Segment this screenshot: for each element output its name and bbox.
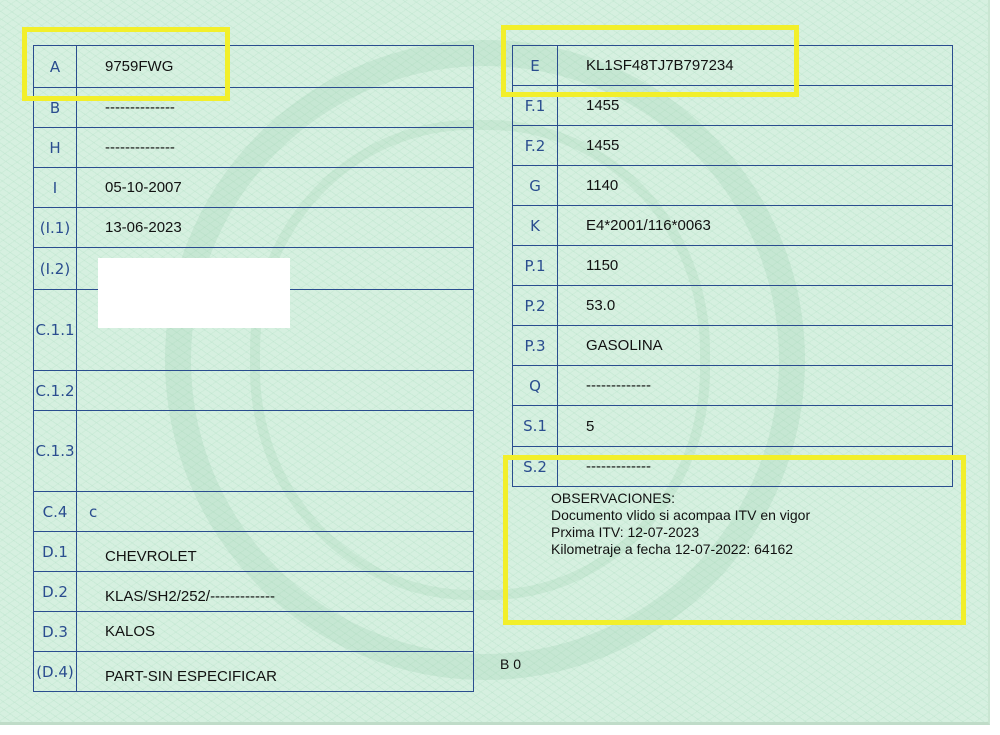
field-row-q [513, 366, 953, 406]
field-code: D.2 [34, 572, 77, 612]
field-value [77, 411, 474, 492]
field-code: E [513, 46, 558, 86]
field-value-seats: 5 [558, 406, 953, 447]
field-code: P.1 [513, 246, 558, 286]
field-value: c [77, 492, 474, 532]
field-row-i1 [34, 208, 474, 248]
field-code: (I.2) [34, 248, 77, 290]
field-value-make: CHEVROLET [77, 532, 474, 572]
field-code: F.2 [513, 126, 558, 166]
field-row-p1 [513, 246, 953, 286]
field-value [77, 371, 474, 411]
observations-heading: OBSERVACIONES: [551, 490, 675, 506]
field-value: 1455 [558, 126, 953, 166]
field-value: -------------- [77, 128, 474, 168]
field-value: 1140 [558, 166, 953, 206]
footer-mark: B 0 [500, 656, 522, 672]
field-row-f2 [513, 126, 953, 166]
field-code: C.4 [34, 492, 77, 532]
field-code: P.2 [513, 286, 558, 326]
field-row-c4 [34, 492, 474, 532]
field-value-first-registration: 05-10-2007 [77, 168, 474, 208]
field-value: 1150 [558, 246, 953, 286]
field-code: (I.1) [34, 208, 77, 248]
observations-line: Documento vlido si acompaa ITV en vigor [551, 507, 811, 523]
field-row-g [513, 166, 953, 206]
field-value: ------------- [558, 366, 953, 406]
left-field-table [33, 45, 474, 692]
field-row-d1 [34, 532, 474, 572]
field-code: I [34, 168, 77, 208]
field-row-d4 [34, 652, 474, 692]
highlight-box-plate [22, 27, 230, 101]
field-row-k [513, 206, 953, 246]
field-value-plate: 9759FWG [77, 46, 474, 88]
field-code: F.1 [513, 86, 558, 126]
field-value: ------------- [558, 447, 953, 487]
field-value-fuel: GASOLINA [558, 326, 953, 366]
field-value-registration-date: 13-06-2023 [77, 208, 474, 248]
field-code: (D.4) [34, 652, 77, 692]
field-value-variant: PART-SIN ESPECIFICAR [77, 652, 474, 692]
field-value: 53.0 [558, 286, 953, 326]
field-row-i [34, 168, 474, 208]
highlight-box-vin [501, 25, 799, 97]
field-value-type-approval: E4*2001/116*0063 [558, 206, 953, 246]
redaction-box [98, 258, 290, 328]
field-row-d2 [34, 572, 474, 612]
field-code: B [34, 88, 77, 128]
field-code: Q [513, 366, 558, 406]
field-value-model: KALOS [77, 612, 474, 652]
field-value: 1455 [558, 86, 953, 126]
observations-line: Kilometraje a fecha 12-07-2022: 64162 [551, 541, 794, 557]
highlight-box-observations [503, 455, 966, 625]
right-field-table [512, 45, 953, 487]
field-code: K [513, 206, 558, 246]
field-row-d3 [34, 612, 474, 652]
field-value: -------------- [77, 88, 474, 128]
field-code: D.3 [34, 612, 77, 652]
field-row-s1 [513, 406, 953, 447]
field-code: C.1.1 [34, 290, 77, 371]
field-row-c12 [34, 371, 474, 411]
field-code: D.1 [34, 532, 77, 572]
field-code: C.1.2 [34, 371, 77, 411]
field-code: C.1.3 [34, 411, 77, 492]
field-code: H [34, 128, 77, 168]
field-row-h [34, 128, 474, 168]
field-value-vin: KL1SF48TJ7B797234 [558, 46, 953, 86]
field-row-c13 [34, 411, 474, 492]
field-row-p3 [513, 326, 953, 366]
field-code: G [513, 166, 558, 206]
observations-line: Prxima ITV: 12-07-2023 [551, 524, 700, 540]
field-value-type: KLAS/SH2/252/------------- [77, 572, 474, 612]
field-row-p2 [513, 286, 953, 326]
field-code: S.1 [513, 406, 558, 447]
field-code: A [34, 46, 77, 88]
field-code: S.2 [513, 447, 558, 487]
field-code: P.3 [513, 326, 558, 366]
